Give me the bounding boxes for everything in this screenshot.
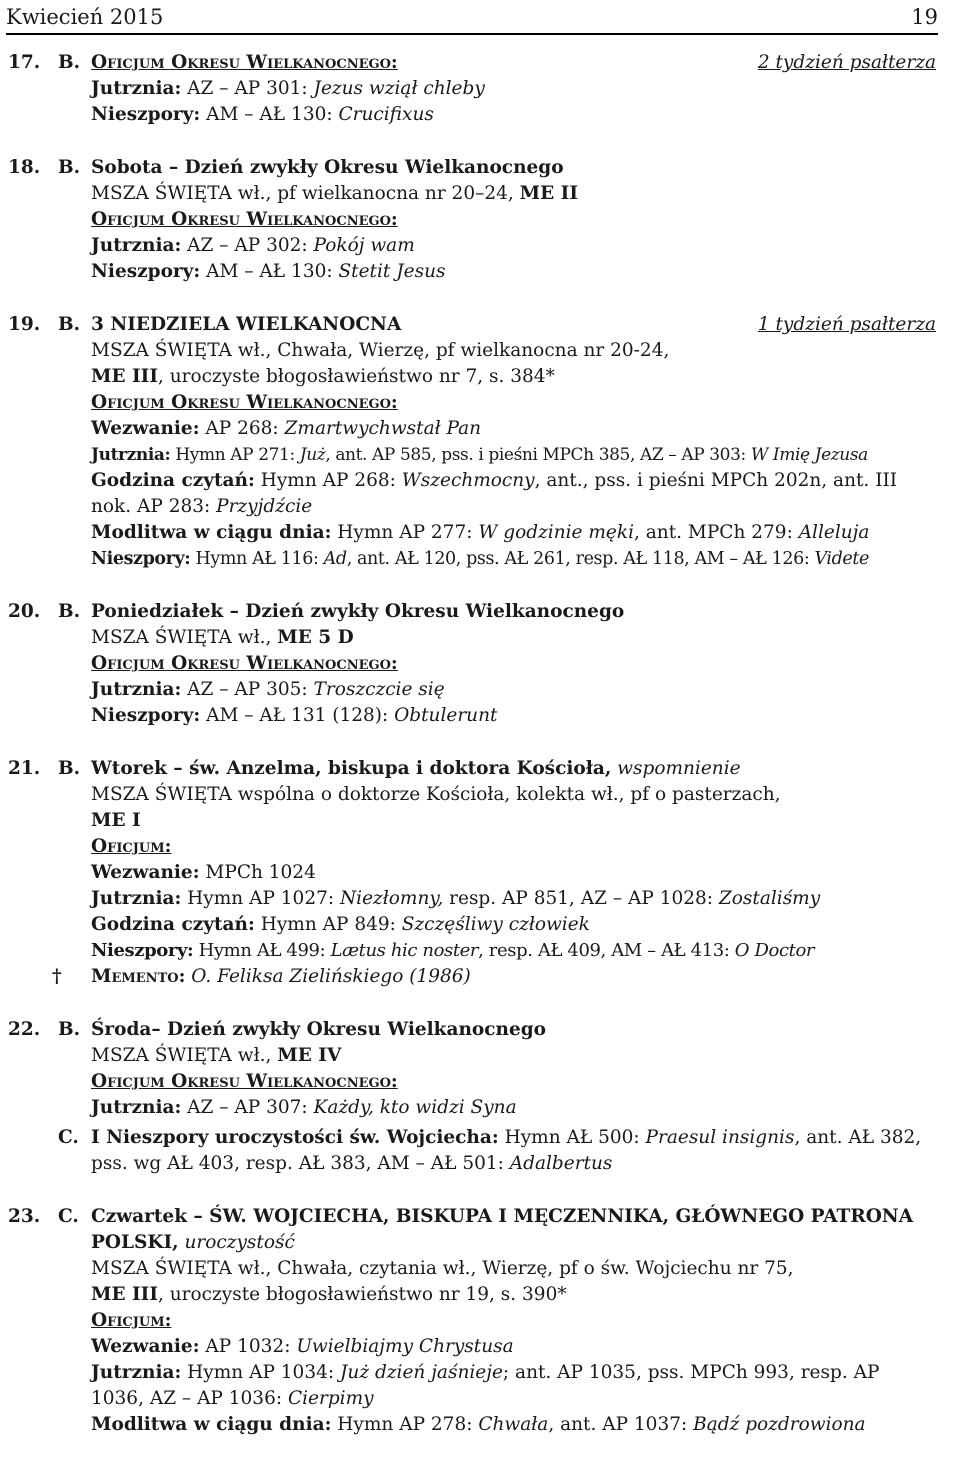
readings-line: Godzina czytań: Hymn AP 268: Wszechmocny, ant., pss. i pieśni MPCh 202n, ant. III nok. AP 283: Przyjdźcie — [91, 470, 898, 517]
cycle-letter: C. — [58, 1206, 79, 1227]
cycle-letter: B. — [58, 1019, 81, 1040]
day-number: 18. — [8, 157, 41, 178]
cycle-letter: B. — [58, 601, 81, 622]
lauds-line: Jutrznia: AZ – AP 305: Troszczcie się — [91, 679, 445, 700]
page-header — [6, 0, 938, 35]
midday-line: Modlitwa w ciągu dnia: Hymn AP 277: W godzinie męki, ant. MPCh 279: Alleluja — [91, 522, 870, 543]
entry-18 — [0, 155, 960, 285]
mass-line: MSZA ŚWIĘTA wł., Chwała, czytania wł., Wierzę, pf o św. Wojciechu nr 75, — [91, 1258, 794, 1279]
day-title: Czwartek – ŚW. WOJCIECHA, BISKUPA I MĘCZENNIKA, GŁÓWNEGO PATRONA POLSKI, uroczystość — [91, 1206, 914, 1253]
day-title: Środa– Dzień zwykły Okresu Wielkanocnego — [91, 1019, 546, 1040]
mass-line: MSZA ŚWIĘTA wspólna o doktorze Kościoła, kolekta wł., pf o pasterzach, — [91, 784, 781, 805]
mass-line-2: ME III, uroczyste błogosławieństwo nr 19, s. 390* — [91, 1284, 567, 1305]
day-number: 22. — [8, 1019, 41, 1040]
readings-line: Godzina czytań: Hymn AP 849: Szczęśliwy człowiek — [91, 914, 590, 935]
cycle-letter: B. — [58, 157, 81, 178]
vespers-line: Nieszpory: Hymn AŁ 116: Ad, ant. AŁ 120, pss. AŁ 261, resp. AŁ 118, AM – AŁ 126: Videte — [91, 549, 869, 569]
day-number: 20. — [8, 601, 41, 622]
cycle-letter: B. — [58, 758, 81, 779]
day-title: Sobota – Dzień zwykły Okresu Wielkanocnego — [91, 157, 564, 178]
vespers-line: Nieszpory: AM – AŁ 130: Stetit Jesus — [91, 261, 446, 282]
lauds-line: Jutrznia: Hymn AP 271: Już, ant. AP 585, pss. i pieśni MPCh 385, AZ – AP 303: W Imię Jezusa — [91, 445, 868, 465]
entry-21 — [0, 756, 960, 990]
page-number: 19 — [911, 5, 938, 29]
calendar-content — [0, 50, 960, 1465]
day-title: 3 NIEDZIELA WIELKANOCNA — [91, 314, 402, 335]
header-month: Kwiecień 2015 — [6, 5, 164, 29]
mass-line: MSZA ŚWIĘTA wł., ME IV — [91, 1045, 342, 1066]
entry-20 — [0, 599, 960, 729]
office-heading: Oficjum Okresu Wielkanocnego: — [91, 653, 398, 674]
day-number: 17. — [8, 52, 41, 73]
vespers-line: Nieszpory: Hymn AŁ 499: Lætus hic noster, resp. AŁ 409, AM – AŁ 413: O Doctor — [91, 940, 815, 961]
cycle-letter: B. — [58, 314, 81, 335]
day-title: Wtorek – św. Anzelma, biskupa i doktora Kościoła, wspomnienie — [91, 758, 741, 779]
invitatory-line: Wezwanie: AP 1032: Uwielbiajmy Chrystusa — [91, 1336, 514, 1357]
day-number: 19. — [8, 314, 41, 335]
mass-line: MSZA ŚWIĘTA wł., ME 5 D — [91, 627, 354, 648]
office-heading: Oficjum Okresu Wielkanocnego: — [91, 52, 398, 73]
cycle-letter: B. — [58, 52, 81, 73]
invitatory-line: Wezwanie: MPCh 1024 — [91, 862, 316, 883]
entry-17 — [0, 50, 960, 128]
office-heading: Oficjum Okresu Wielkanocnego: — [91, 209, 398, 230]
mass-line: MSZA ŚWIĘTA wł., Chwała, Wierzę, pf wielkanocna nr 20-24, — [91, 340, 670, 361]
office-heading: Oficjum: — [91, 1310, 172, 1331]
midday-line: Modlitwa w ciągu dnia: Hymn AP 278: Chwała, ant. AP 1037: Bądź pozdrowiona — [91, 1414, 866, 1435]
lauds-line: Jutrznia: AZ – AP 302: Pokój wam — [91, 235, 415, 256]
lauds-line: Jutrznia: AZ – AP 307: Każdy, kto widzi Syna — [91, 1097, 517, 1118]
lauds-line: Jutrznia: Hymn AP 1027: Niezłomny, resp. AP 851, AZ – AP 1028: Zostaliśmy — [91, 888, 821, 909]
mass-line-2: ME I — [91, 810, 141, 831]
entry-22 — [0, 1017, 960, 1177]
mass-line: MSZA ŚWIĘTA wł., pf wielkanocna nr 20–24, ME II — [91, 183, 578, 204]
cross-icon: † — [52, 966, 62, 987]
office-heading: Oficjum Okresu Wielkanocnego: — [91, 392, 398, 413]
mass-line-2: ME III, uroczyste błogosławieństwo nr 7, s. 384* — [91, 366, 555, 387]
lauds-line: Jutrznia: Hymn AP 1034: Już dzień jaśnieje; ant. AP 1035, pss. MPCh 993, resp. AP 1036, AZ – AP 1036: Cierpimy — [91, 1362, 880, 1409]
invitatory-line: Wezwanie: AP 268: Zmartwychwstał Pan — [91, 418, 482, 439]
lauds-line: Jutrznia: AZ – AP 301: Jezus wziął chleby — [91, 78, 485, 99]
entry-23 — [0, 1204, 960, 1438]
office-heading: Oficjum Okresu Wielkanocnego: — [91, 1071, 398, 1092]
day-title: Poniedziałek – Dzień zwykły Okresu Wielkanocnego — [91, 601, 625, 622]
entry-19 — [0, 312, 960, 572]
vespers-line: Nieszpory: AM – AŁ 131 (128): Obtulerunt — [91, 705, 498, 726]
cycle-letter-c: C. — [58, 1127, 79, 1148]
psalter-week: 2 tydzień psałterza — [757, 52, 936, 73]
vespers-line: Nieszpory: AM – AŁ 130: Crucifixus — [91, 104, 434, 125]
first-vespers-line: I Nieszpory uroczystości św. Wojciecha: Hymn AŁ 500: Praesul insignis, ant. AŁ 382, pss. wg AŁ 403, resp. AŁ 383, AM – AŁ 501: Adalbertus — [91, 1127, 922, 1174]
psalter-week: 1 tydzień psałterza — [757, 314, 936, 335]
day-number: 23. — [8, 1206, 41, 1227]
day-number: 21. — [8, 758, 41, 779]
office-heading: Oficjum: — [91, 836, 172, 857]
memento-line: Memento: O. Feliksa Zielińskiego (1986) — [91, 966, 471, 987]
